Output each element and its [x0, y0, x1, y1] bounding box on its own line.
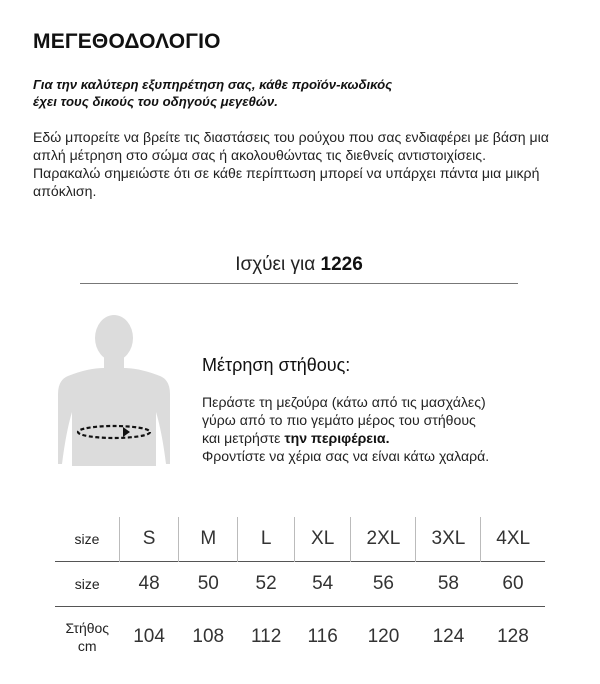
- table-row-sizes: [55, 517, 545, 562]
- measurement-line-3-prefix: και μετρήστε: [202, 430, 281, 446]
- intro-paragraph-1: Εδώ μπορείτε να βρείτε τις διαστάσεις του ρούχου που σας ενδιαφέρει με βάση μια απλή μέτρηση στο σώμα σας ή ακολουθώντας τις διεθνείς αντιστοιχίσεις.: [33, 129, 549, 163]
- applies-to-heading: [80, 254, 518, 276]
- size-letter-cell: 2XL: [351, 517, 416, 562]
- table-row-size-numbers: [55, 562, 545, 607]
- applies-prefix: Ισχύει για: [235, 254, 316, 275]
- figure-torso: [58, 368, 170, 466]
- size-letter-cell: 3XL: [416, 517, 481, 562]
- row-label-chest: [55, 607, 120, 668]
- chest-cm-cell: 128: [497, 626, 529, 647]
- chest-cm-cell: 104: [133, 626, 165, 647]
- chest-measurement-figure-icon: [48, 314, 178, 484]
- size-number-cell: 48: [138, 573, 160, 594]
- product-code: 1226: [320, 254, 363, 275]
- intro-text: [33, 128, 568, 200]
- size-letter-cell: XL: [294, 517, 351, 562]
- row-label-size: size: [74, 531, 100, 547]
- subtitle-line-2: έχει τους δικούς του οδηγούς μεγεθών.: [33, 94, 278, 109]
- size-number-cell: 54: [312, 573, 334, 594]
- row-label-size-number: size: [74, 576, 100, 592]
- chest-cm-cell: 108: [192, 626, 225, 647]
- table-row-chest-cm: [55, 607, 545, 668]
- intro-paragraph-2: Παρακαλώ σημειώστε ότι σε κάθε περίπτωση μπορεί να υπάρχει πάντα μια μικρή απόκλιση.: [33, 165, 540, 199]
- chest-cm-cell: 112: [250, 626, 282, 647]
- size-letter-cell: 4XL: [481, 517, 545, 562]
- chest-cm-cell: 116: [307, 626, 338, 647]
- size-number-cell: 56: [372, 573, 394, 594]
- page-title: ΜΕΓΕΘΟΔΟΛΟΓΙΟ: [33, 30, 221, 53]
- size-letter-cell: S: [120, 517, 179, 562]
- measurement-line-3: [202, 429, 572, 447]
- measurement-line-4: Φροντίστε να χέρια σας να είναι κάτω χαλαρά.: [202, 448, 490, 464]
- size-number-cell: 52: [255, 573, 277, 594]
- figure-head: [95, 315, 133, 361]
- measurement-heading: Μέτρηση στήθους:: [202, 355, 351, 375]
- size-number-cell: 50: [197, 573, 219, 594]
- size-letter-cell: M: [179, 517, 238, 562]
- size-letter-cell: L: [238, 517, 295, 562]
- measurement-instructions: [202, 393, 572, 465]
- size-number-cell: 58: [437, 573, 459, 594]
- applies-divider: [80, 283, 518, 284]
- row-label-chest-line-1: Στήθος: [65, 620, 110, 636]
- chest-cm-cell: 124: [432, 626, 465, 647]
- row-label-chest-line-2: cm: [77, 638, 97, 654]
- size-number-cell: 60: [502, 573, 524, 594]
- subtitle: [33, 76, 553, 110]
- size-chart-table: [55, 517, 545, 667]
- subtitle-line-1: Για την καλύτερη εξυπηρέτηση σας, κάθε προϊόν-κωδικός: [33, 77, 393, 92]
- measurement-line-3-bold: την περιφέρεια.: [284, 430, 390, 446]
- chest-cm-cell: 120: [367, 626, 400, 647]
- measurement-line-1: Περάστε τη μεζούρα (κάτω από τις μασχάλες): [202, 394, 486, 410]
- measurement-line-2: γύρω από το πιο γεμάτο μέρος του στήθους: [202, 412, 476, 428]
